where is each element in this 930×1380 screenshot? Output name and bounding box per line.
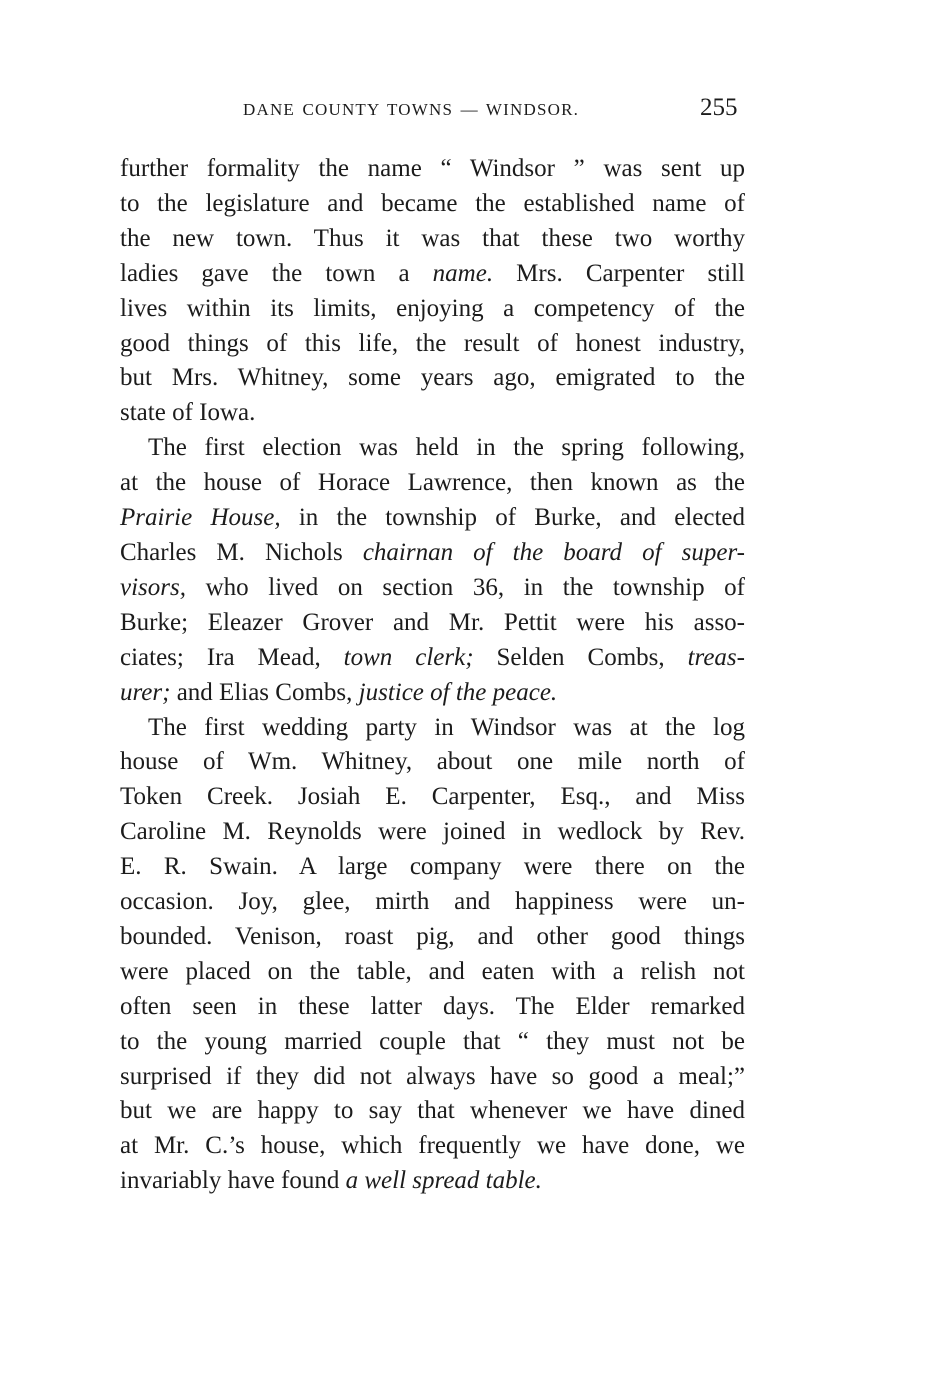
text-line xyxy=(120,536,745,571)
text-line xyxy=(120,501,745,536)
text-line xyxy=(120,815,745,850)
text-segment: good things of this life, the result of honest industry, xyxy=(120,329,745,357)
text-line xyxy=(120,152,745,187)
text-line xyxy=(120,955,745,990)
text-segment: ladies gave the town a xyxy=(120,259,433,287)
italic-text: visors, xyxy=(120,573,186,601)
text-segment: were placed on the table, and eaten with a relish not xyxy=(120,957,745,985)
text-segment: Token Creek. Josiah E. Carpenter, Esq., and Miss xyxy=(120,783,745,811)
text-line xyxy=(120,222,745,257)
paragraph xyxy=(120,711,745,1200)
text-line xyxy=(120,1129,745,1164)
text-segment: bounded. Venison, roast pig, and other good things xyxy=(120,922,745,950)
paragraph xyxy=(120,152,745,431)
text-segment: who lived on section 36, in the township of xyxy=(185,573,745,601)
text-segment: surprised if they did not always have so good a meal;” xyxy=(120,1062,745,1090)
text-segment: to the young married couple that “ they must not be xyxy=(120,1027,745,1055)
text-line xyxy=(120,676,745,711)
text-segment: at Mr. C.’s house, which frequently we have done, we xyxy=(120,1132,745,1160)
text-segment: invariably have found xyxy=(120,1167,346,1195)
italic-text: a well spread table. xyxy=(345,1167,542,1195)
text-segment: occasion. Joy, glee, mirth and happiness were un- xyxy=(120,888,745,916)
text-line xyxy=(120,431,745,466)
italic-text: treas- xyxy=(687,643,745,671)
text-line xyxy=(120,885,745,920)
text-segment: and Elias Combs, xyxy=(170,678,359,706)
text-segment: Charles M. Nichols xyxy=(120,538,363,566)
text-line xyxy=(120,1060,745,1095)
text-segment: house of Wm. Whitney, about one mile north of xyxy=(120,748,745,776)
text-line xyxy=(120,396,745,431)
text-line xyxy=(120,1164,745,1199)
text-line xyxy=(120,327,745,362)
text-segment: Caroline M. Reynolds were joined in wedlock by Rev. xyxy=(120,818,745,846)
text-line xyxy=(120,466,745,501)
text-segment: to the legislature and became the established name of xyxy=(120,189,745,217)
text-segment: often seen in these latter days. The Elder remarked xyxy=(120,992,745,1020)
text-line xyxy=(120,361,745,396)
text-line xyxy=(120,1025,745,1060)
text-line xyxy=(120,850,745,885)
text-segment: further formality the name “ Windsor ” was sent up xyxy=(120,155,745,182)
text-line xyxy=(120,780,745,815)
text-segment: but Mrs. Whitney, some years ago, emigrated to the xyxy=(120,364,745,392)
running-header-title: DANE COUNTY TOWNS — WINDSOR. xyxy=(243,100,580,119)
text-segment: lives within its limits, enjoying a competency of the xyxy=(120,294,745,322)
italic-text: urer; xyxy=(120,678,171,706)
text-segment: The first election was held in the spring following, xyxy=(148,434,745,462)
text-line xyxy=(120,292,745,327)
text-line xyxy=(120,1094,745,1129)
text-segment: but we are happy to say that whenever we have dined xyxy=(120,1097,745,1125)
text-line xyxy=(120,641,745,676)
body-text xyxy=(120,152,745,1199)
italic-text: Prairie House, xyxy=(120,504,281,532)
italic-text: justice of the peace. xyxy=(358,678,558,706)
text-segment: in the township of Burke, and elected xyxy=(280,504,745,532)
text-segment: Selden Combs, xyxy=(473,643,688,671)
text-segment: ciates; Ira Mead, xyxy=(120,643,344,671)
text-line xyxy=(120,711,745,746)
text-segment: Burke; Eleazer Grover and Mr. Pettit were his asso- xyxy=(120,608,745,636)
text-line xyxy=(120,571,745,606)
text-segment: Mrs. Carpenter still xyxy=(493,259,745,287)
text-segment: at the house of Horace Lawrence, then known as the xyxy=(120,469,745,497)
text-line xyxy=(120,257,745,292)
italic-text: town clerk; xyxy=(343,643,474,671)
text-segment: the new town. Thus it was that these two worthy xyxy=(120,224,745,252)
paragraph xyxy=(120,431,745,710)
text-segment: state of Iowa. xyxy=(120,399,256,427)
text-segment: The first wedding party in Windsor was at the log xyxy=(148,713,745,741)
text-line xyxy=(120,990,745,1025)
text-line xyxy=(120,187,745,222)
page-number: 255 xyxy=(700,94,738,121)
italic-text: name. xyxy=(432,259,494,287)
text-segment: E. R. Swain. A large company were there on the xyxy=(120,853,745,881)
italic-text: chairnan of the board of super- xyxy=(362,538,745,566)
text-line xyxy=(120,745,745,780)
text-line xyxy=(120,920,745,955)
text-line xyxy=(120,606,745,641)
